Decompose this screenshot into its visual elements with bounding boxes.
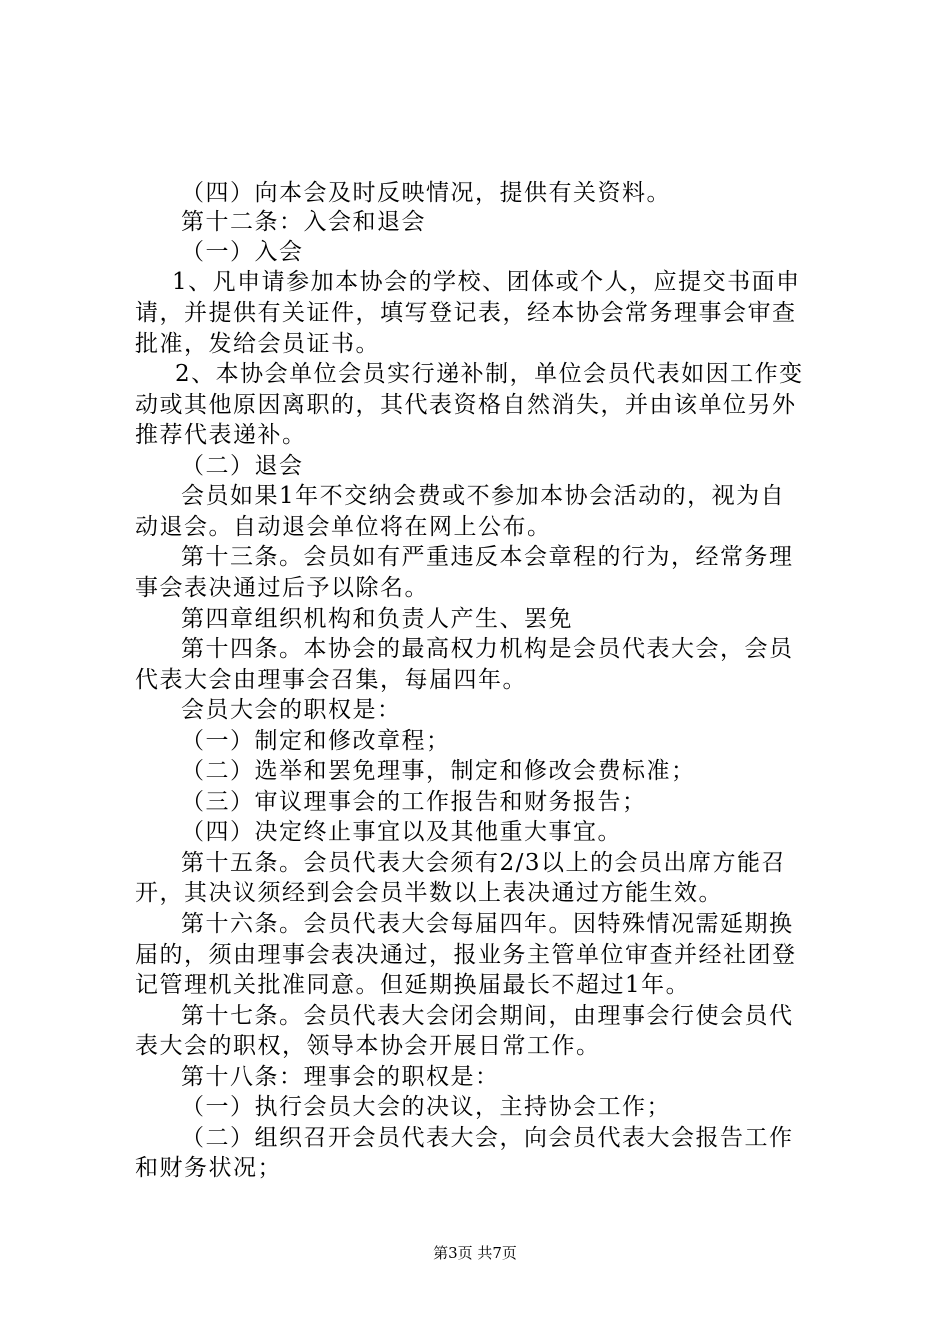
text-line: 开，其决议须经到会会员半数以上表决通过方能生效。 (135, 880, 723, 906)
page-number: 第3页 共7页 (433, 1244, 517, 1262)
text-line: 第十八条：理事会的职权是： (181, 1064, 500, 1090)
text-line: （二）选举和罢免理事，制定和修改会费标准； (181, 758, 696, 784)
text-line: 动或其他原因离职的，其代表资格自然消失，并由该单位另外 (135, 392, 797, 418)
text-line: （一）执行会员大会的决议，主持协会工作； (181, 1094, 671, 1120)
text-line: 表大会的职权，领导本协会开展日常工作。 (135, 1033, 601, 1059)
text-line: 代表大会由理事会召集，每届四年。 (135, 667, 527, 693)
text-line: 第十六条。会员代表大会每届四年。因特殊情况需延期换 (181, 911, 794, 937)
text-line: （二）组织召开会员代表大会，向会员代表大会报告工作 (181, 1125, 794, 1151)
text-line: 第十二条：入会和退会 (181, 209, 426, 235)
text-line: 事会表决通过后予以除名。 (135, 575, 429, 601)
text-line: （一）入会 (181, 239, 304, 265)
text-line: 记管理机关批准同意。但延期换届最长不超过1年。 (135, 972, 691, 998)
text-line: 届的，须由理事会表决通过，报业务主管单位审查并经社团登 (135, 942, 797, 968)
text-line: 1、凡申请参加本协会的学校、团体或个人，应提交书面申 (172, 269, 801, 295)
text-line: （一）制定和修改章程； (181, 728, 451, 754)
text-line: 请，并提供有关证件，填写登记表，经本协会常务理事会审查 (135, 300, 797, 326)
text-line: 批准，发给会员证书。 (135, 331, 380, 357)
text-line: 第四章组织机构和负责人产生、罢免 (181, 606, 573, 632)
text-line: 第十五条。会员代表大会须有2/3以上的会员出席方能召 (181, 850, 787, 876)
text-line: 会员如果1年不交纳会费或不参加本协会活动的，视为自 (181, 483, 786, 509)
text-line: （二）退会 (181, 453, 304, 479)
text-line: （四）向本会及时反映情况，提供有关资料。 (181, 180, 671, 206)
text-line: 第十七条。会员代表大会闭会期间，由理事会行使会员代 (181, 1003, 794, 1029)
text-line: 会员大会的职权是： (181, 697, 402, 723)
text-line: 动退会。自动退会单位将在网上公布。 (135, 514, 552, 540)
text-line: 2、本协会单位会员实行递补制，单位会员代表如因工作变 (175, 361, 804, 387)
text-line: 第十三条。会员如有严重违反本会章程的行为，经常务理 (181, 544, 794, 570)
text-line: （四）决定终止事宜以及其他重大事宜。 (181, 819, 622, 845)
text-line: 第十四条。本协会的最高权力机构是会员代表大会，会员 (181, 636, 794, 662)
text-line: （三）审议理事会的工作报告和财务报告； (181, 789, 647, 815)
text-line: 和财务状况； (135, 1155, 282, 1181)
text-line: 推荐代表递补。 (135, 422, 307, 448)
